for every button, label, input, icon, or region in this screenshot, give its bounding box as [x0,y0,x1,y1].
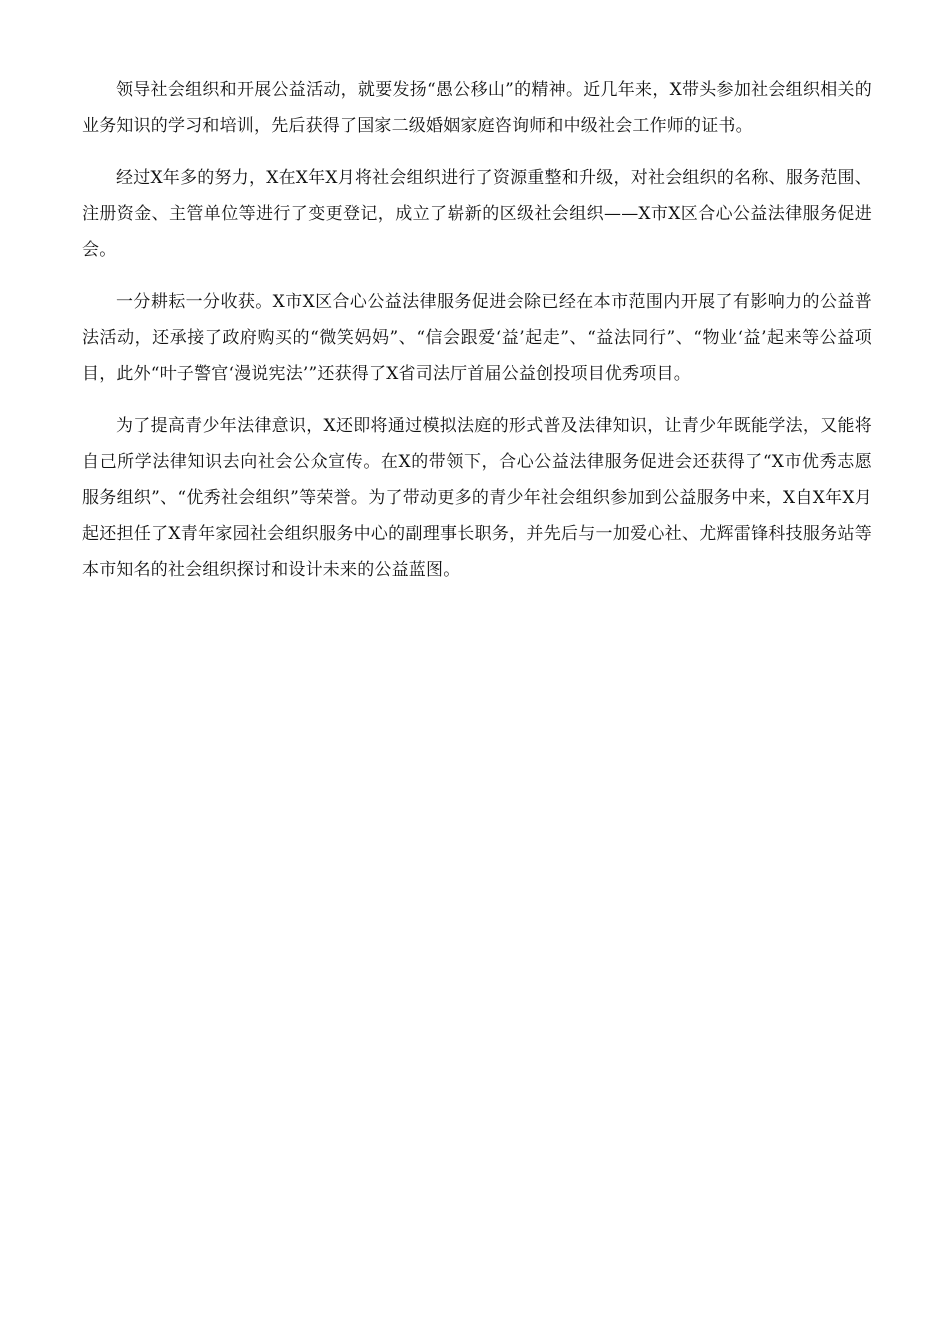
paragraph-3: 一分耕耘一分收获。X市X区合心公益法律服务促进会除已经在本市范围内开展了有影响力的公益普法活动，还承接了政府购买的“微笑妈妈”、“信会跟爱‘益’起走”、“益法同行”、“物业‘益’起来等公益项目，此外“叶子警官‘漫说宪法’”还获得了X省司法厅首届公益创投项目优秀项目。 [82,292,872,384]
paragraph-4: 为了提高青少年法律意识，X还即将通过模拟法庭的形式普及法律知识，让青少年既能学法，又能将自己所学法律知识去向社会公众宣传。在X的带领下，合心公益法律服务促进会还获得了“X市优秀志愿服务组织”、“优秀社会组织”等荣誉。为了带动更多的青少年社会组织参加到公益服务中来，X自X年X月起还担任了X青年家园社会组织服务中心的副理事长职务，并先后与一加爱心社、尤辉雷锋科技服务站等本市知名的社会组织探讨和设计未来的公益蓝图。 [82,416,872,580]
paragraph-1: 领导社会组织和开展公益活动，就要发扬“愚公移山”的精神。近几年来，X带头参加社会组织相关的业务知识的学习和培训，先后获得了国家二级婚姻家庭咨询师和中级社会工作师的证书。 [82,80,872,136]
document-body [82,72,872,604]
paragraph-2: 经过X年多的努力，X在X年X月将社会组织进行了资源重整和升级，对社会组织的名称、服务范围、注册资金、主管单位等进行了变更登记，成立了崭新的区级社会组织——X市X区合心公益法律服务促进会。 [82,168,872,260]
